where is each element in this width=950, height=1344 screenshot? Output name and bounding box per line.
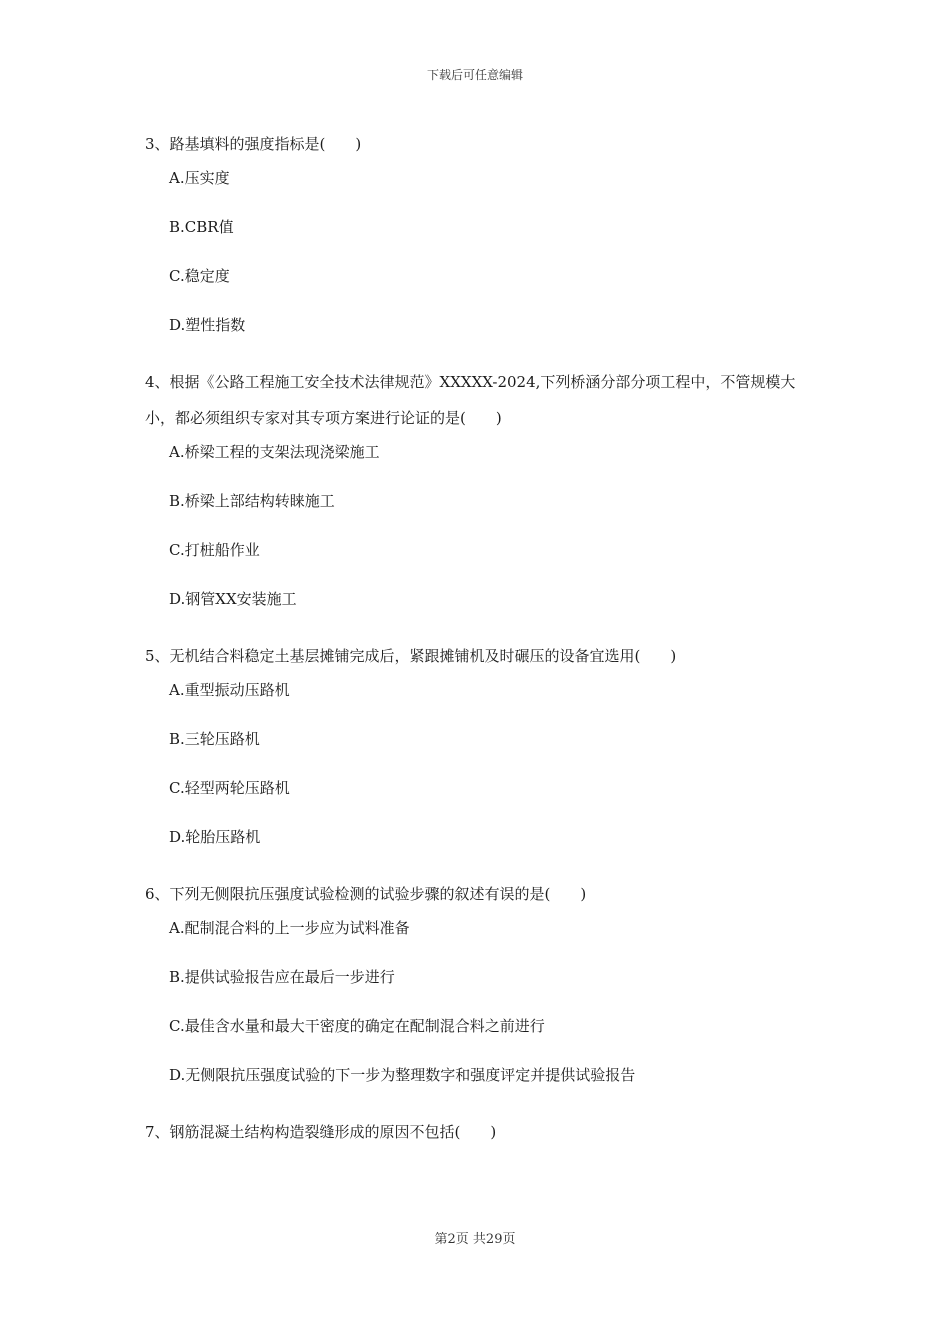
- option-b: B.CBR值: [169, 218, 234, 236]
- option-a: A.配制混合料的上一步应为试料准备: [169, 919, 410, 937]
- option-b: B.桥梁上部结构转睐施工: [169, 492, 335, 510]
- question-3: [145, 124, 810, 337]
- question-6: [145, 874, 810, 1087]
- option-b: B.三轮压路机: [169, 730, 260, 748]
- question-stem: 6、下列无侧限抗压强度试验检测的试验步骤的叙述有误的是( ): [145, 885, 587, 903]
- option-c: C.打桩船作业: [169, 541, 260, 559]
- option-c: C.最佳含水量和最大干密度的确定在配制混合料之前进行: [169, 1017, 545, 1035]
- question-stem: 5、无机结合料稳定土基层摊铺完成后，紧跟摊铺机及时碾压的设备宜选用( ): [145, 647, 677, 665]
- question-stem: 7、钢筋混凝土结构构造裂缝形成的原因不包括( ): [145, 1123, 497, 1141]
- question-5: [145, 636, 810, 849]
- question-7: [145, 1112, 810, 1154]
- question-4: [145, 362, 810, 611]
- page-footer: 第2页 共29页: [434, 1232, 516, 1247]
- option-c: C.稳定度: [169, 267, 230, 285]
- option-c: C.轻型两轮压路机: [169, 779, 290, 797]
- option-b: B.提供试验报告应在最后一步进行: [169, 968, 395, 986]
- option-a: A.重型振动压路机: [169, 681, 290, 699]
- option-d: D.塑性指数: [169, 316, 246, 334]
- option-a: A.桥梁工程的支架法现浇梁施工: [169, 443, 380, 461]
- option-d: D.钢管XX安装施工: [169, 590, 297, 608]
- question-list: [145, 124, 810, 1154]
- option-d: D.轮胎压路机: [169, 828, 261, 846]
- option-d: D.无侧限抗压强度试验的下一步为整理数字和强度评定并提供试验报告: [169, 1066, 636, 1084]
- question-stem: 4、根据《公路工程施工安全技术法律规范》XXXXX-2024,下列桥涵分部分项工程中，不管规模大小，都必须组织专家对其专项方案进行论证的是( ): [145, 373, 796, 427]
- option-a: A.压实度: [169, 169, 230, 187]
- question-stem: 3、路基填料的强度指标是( ): [145, 135, 362, 153]
- page-header: 下载后可任意编辑: [426, 68, 523, 82]
